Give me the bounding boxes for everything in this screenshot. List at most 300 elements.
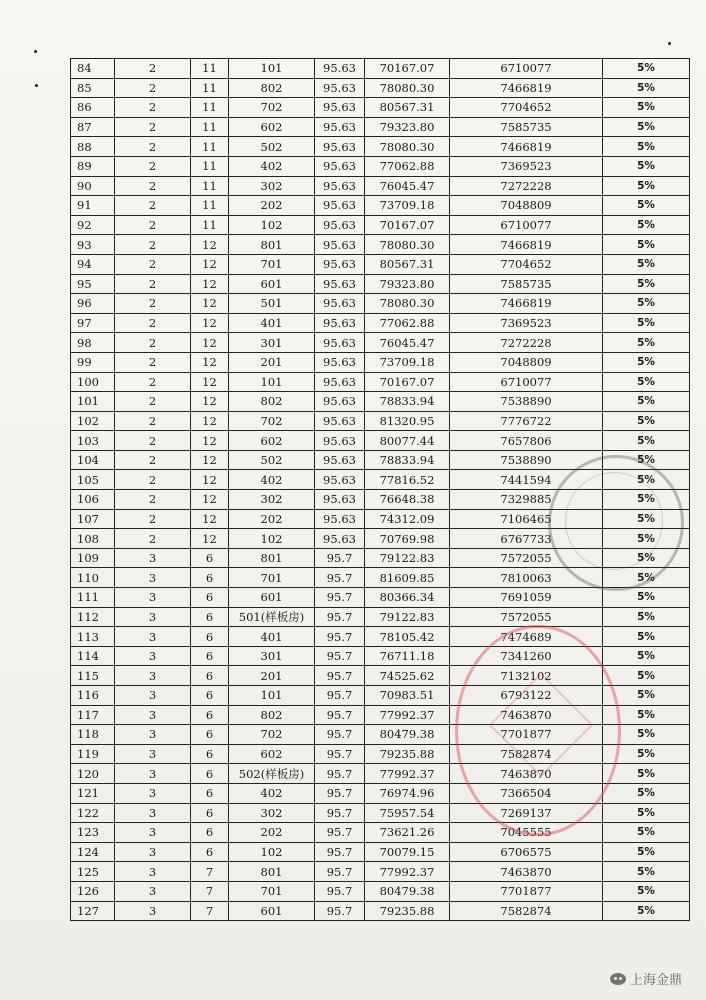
cell-unit-price: 76648.38 bbox=[365, 490, 450, 510]
cell-rate: 5% bbox=[603, 803, 690, 823]
cell-floor-unit-group: 6 bbox=[191, 646, 229, 666]
cell-rate: 5% bbox=[603, 352, 690, 372]
cell-room-number: 701 bbox=[229, 881, 315, 901]
table-row bbox=[71, 215, 690, 235]
cell-building-number: 3 bbox=[115, 588, 191, 608]
cell-floor-unit-group: 12 bbox=[191, 529, 229, 549]
cell-room-number: 601 bbox=[229, 274, 315, 294]
cell-building-number: 2 bbox=[115, 215, 191, 235]
cell-building-number: 3 bbox=[115, 568, 191, 588]
cell-unit-price: 78080.30 bbox=[365, 294, 450, 314]
table-row bbox=[71, 392, 690, 412]
cell-area: 95.7 bbox=[315, 627, 365, 647]
cell-building-number: 3 bbox=[115, 686, 191, 706]
cell-unit-price: 70167.07 bbox=[365, 372, 450, 392]
cell-total-price: 7466819 bbox=[450, 137, 603, 157]
cell-area: 95.7 bbox=[315, 588, 365, 608]
cell-total-price: 7048809 bbox=[450, 352, 603, 372]
cell-row-number: 103 bbox=[71, 431, 115, 451]
cell-row-number: 126 bbox=[71, 881, 115, 901]
cell-row-number: 87 bbox=[71, 117, 115, 137]
cell-rate: 5% bbox=[603, 607, 690, 627]
cell-row-number: 104 bbox=[71, 450, 115, 470]
cell-room-number: 201 bbox=[229, 666, 315, 686]
cell-building-number: 2 bbox=[115, 411, 191, 431]
cell-unit-price: 77062.88 bbox=[365, 313, 450, 333]
cell-total-price: 7572055 bbox=[450, 548, 603, 568]
cell-floor-unit-group: 12 bbox=[191, 411, 229, 431]
cell-building-number: 3 bbox=[115, 607, 191, 627]
cell-building-number: 3 bbox=[115, 881, 191, 901]
cell-room-number: 402 bbox=[229, 156, 315, 176]
cell-row-number: 116 bbox=[71, 686, 115, 706]
cell-room-number: 702 bbox=[229, 411, 315, 431]
cell-building-number: 3 bbox=[115, 783, 191, 803]
cell-total-price: 7269137 bbox=[450, 803, 603, 823]
cell-room-number: 301 bbox=[229, 646, 315, 666]
cell-room-number: 701 bbox=[229, 254, 315, 274]
cell-total-price: 7048809 bbox=[450, 196, 603, 216]
cell-unit-price: 70079.15 bbox=[365, 842, 450, 862]
cell-rate: 5% bbox=[603, 842, 690, 862]
cell-total-price: 7585735 bbox=[450, 274, 603, 294]
table-row bbox=[71, 294, 690, 314]
cell-row-number: 115 bbox=[71, 666, 115, 686]
cell-floor-unit-group: 6 bbox=[191, 764, 229, 784]
table-row bbox=[71, 196, 690, 216]
cell-rate: 5% bbox=[603, 137, 690, 157]
cell-building-number: 3 bbox=[115, 744, 191, 764]
cell-total-price: 7329885 bbox=[450, 490, 603, 510]
table-row bbox=[71, 117, 690, 137]
cell-rate: 5% bbox=[603, 411, 690, 431]
cell-area: 95.63 bbox=[315, 470, 365, 490]
cell-building-number: 2 bbox=[115, 254, 191, 274]
scan-speck bbox=[668, 42, 671, 45]
cell-rate: 5% bbox=[603, 372, 690, 392]
cell-row-number: 88 bbox=[71, 137, 115, 157]
cell-rate: 5% bbox=[603, 470, 690, 490]
cell-floor-unit-group: 11 bbox=[191, 78, 229, 98]
cell-building-number: 2 bbox=[115, 529, 191, 549]
cell-area: 95.63 bbox=[315, 137, 365, 157]
cell-rate: 5% bbox=[603, 646, 690, 666]
cell-area: 95.63 bbox=[315, 431, 365, 451]
cell-area: 95.7 bbox=[315, 666, 365, 686]
cell-floor-unit-group: 6 bbox=[191, 705, 229, 725]
cell-room-number: 602 bbox=[229, 431, 315, 451]
cell-unit-price: 77062.88 bbox=[365, 156, 450, 176]
cell-rate: 5% bbox=[603, 509, 690, 529]
cell-total-price: 7466819 bbox=[450, 294, 603, 314]
cell-floor-unit-group: 11 bbox=[191, 215, 229, 235]
cell-row-number: 96 bbox=[71, 294, 115, 314]
table-row bbox=[71, 901, 690, 921]
cell-row-number: 121 bbox=[71, 783, 115, 803]
cell-area: 95.63 bbox=[315, 529, 365, 549]
cell-floor-unit-group: 11 bbox=[191, 59, 229, 79]
cell-rate: 5% bbox=[603, 568, 690, 588]
cell-floor-unit-group: 6 bbox=[191, 588, 229, 608]
cell-total-price: 6793122 bbox=[450, 686, 603, 706]
cell-total-price: 7045555 bbox=[450, 823, 603, 843]
cell-total-price: 7106465 bbox=[450, 509, 603, 529]
cell-row-number: 105 bbox=[71, 470, 115, 490]
cell-floor-unit-group: 6 bbox=[191, 607, 229, 627]
cell-building-number: 2 bbox=[115, 176, 191, 196]
cell-floor-unit-group: 11 bbox=[191, 156, 229, 176]
table-row bbox=[71, 431, 690, 451]
cell-unit-price: 75957.54 bbox=[365, 803, 450, 823]
cell-room-number: 801 bbox=[229, 235, 315, 255]
cell-total-price: 6710077 bbox=[450, 372, 603, 392]
cell-row-number: 102 bbox=[71, 411, 115, 431]
cell-building-number: 2 bbox=[115, 235, 191, 255]
cell-row-number: 119 bbox=[71, 744, 115, 764]
cell-room-number: 101 bbox=[229, 59, 315, 79]
cell-building-number: 3 bbox=[115, 627, 191, 647]
cell-row-number: 113 bbox=[71, 627, 115, 647]
cell-unit-price: 78105.42 bbox=[365, 627, 450, 647]
cell-rate: 5% bbox=[603, 529, 690, 549]
source-watermark bbox=[610, 969, 682, 988]
red-official-seal-stamp bbox=[455, 625, 621, 836]
cell-unit-price: 80567.31 bbox=[365, 254, 450, 274]
cell-row-number: 99 bbox=[71, 352, 115, 372]
cell-area: 95.7 bbox=[315, 764, 365, 784]
cell-room-number: 601 bbox=[229, 588, 315, 608]
cell-row-number: 122 bbox=[71, 803, 115, 823]
cell-room-number: 302 bbox=[229, 490, 315, 510]
cell-total-price: 7466819 bbox=[450, 78, 603, 98]
cell-unit-price: 79122.83 bbox=[365, 548, 450, 568]
table-row bbox=[71, 137, 690, 157]
cell-floor-unit-group: 12 bbox=[191, 274, 229, 294]
cell-rate: 5% bbox=[603, 294, 690, 314]
cell-floor-unit-group: 12 bbox=[191, 509, 229, 529]
cell-floor-unit-group: 12 bbox=[191, 254, 229, 274]
cell-rate: 5% bbox=[603, 235, 690, 255]
cell-room-number: 602 bbox=[229, 117, 315, 137]
cell-unit-price: 76974.96 bbox=[365, 783, 450, 803]
cell-building-number: 2 bbox=[115, 352, 191, 372]
cell-total-price: 7474689 bbox=[450, 627, 603, 647]
cell-floor-unit-group: 6 bbox=[191, 803, 229, 823]
cell-room-number: 701 bbox=[229, 568, 315, 588]
cell-building-number: 2 bbox=[115, 333, 191, 353]
cell-unit-price: 74312.09 bbox=[365, 509, 450, 529]
cell-room-number: 802 bbox=[229, 78, 315, 98]
cell-area: 95.7 bbox=[315, 842, 365, 862]
cell-floor-unit-group: 12 bbox=[191, 372, 229, 392]
cell-rate: 5% bbox=[603, 313, 690, 333]
cell-room-number: 501(样板房) bbox=[229, 607, 315, 627]
cell-row-number: 106 bbox=[71, 490, 115, 510]
cell-floor-unit-group: 6 bbox=[191, 823, 229, 843]
cell-room-number: 502(样板房) bbox=[229, 764, 315, 784]
cell-unit-price: 78080.30 bbox=[365, 235, 450, 255]
cell-building-number: 2 bbox=[115, 137, 191, 157]
cell-unit-price: 80479.38 bbox=[365, 881, 450, 901]
cell-area: 95.7 bbox=[315, 705, 365, 725]
cell-unit-price: 70983.51 bbox=[365, 686, 450, 706]
cell-rate: 5% bbox=[603, 823, 690, 843]
cell-rate: 5% bbox=[603, 431, 690, 451]
cell-row-number: 114 bbox=[71, 646, 115, 666]
cell-area: 95.63 bbox=[315, 156, 365, 176]
cell-unit-price: 80077.44 bbox=[365, 431, 450, 451]
cell-rate: 5% bbox=[603, 196, 690, 216]
cell-floor-unit-group: 12 bbox=[191, 235, 229, 255]
cell-floor-unit-group: 6 bbox=[191, 627, 229, 647]
cell-total-price: 7585735 bbox=[450, 117, 603, 137]
table-row bbox=[71, 607, 690, 627]
cell-building-number: 3 bbox=[115, 705, 191, 725]
cell-unit-price: 73621.26 bbox=[365, 823, 450, 843]
cell-row-number: 90 bbox=[71, 176, 115, 196]
cell-area: 95.7 bbox=[315, 568, 365, 588]
cell-building-number: 2 bbox=[115, 372, 191, 392]
cell-building-number: 2 bbox=[115, 313, 191, 333]
cell-rate: 5% bbox=[603, 117, 690, 137]
cell-floor-unit-group: 6 bbox=[191, 548, 229, 568]
cell-rate: 5% bbox=[603, 686, 690, 706]
scan-speck bbox=[35, 84, 38, 87]
cell-floor-unit-group: 11 bbox=[191, 98, 229, 118]
cell-area: 95.63 bbox=[315, 372, 365, 392]
cell-building-number: 2 bbox=[115, 431, 191, 451]
cell-building-number: 2 bbox=[115, 59, 191, 79]
cell-total-price: 7369523 bbox=[450, 313, 603, 333]
cell-floor-unit-group: 11 bbox=[191, 176, 229, 196]
cell-building-number: 2 bbox=[115, 98, 191, 118]
cell-unit-price: 70167.07 bbox=[365, 59, 450, 79]
cell-rate: 5% bbox=[603, 744, 690, 764]
cell-room-number: 802 bbox=[229, 392, 315, 412]
cell-unit-price: 80366.34 bbox=[365, 588, 450, 608]
cell-room-number: 102 bbox=[229, 842, 315, 862]
table-row bbox=[71, 333, 690, 353]
cell-area: 95.7 bbox=[315, 803, 365, 823]
cell-rate: 5% bbox=[603, 254, 690, 274]
cell-rate: 5% bbox=[603, 725, 690, 745]
cell-room-number: 401 bbox=[229, 627, 315, 647]
cell-row-number: 127 bbox=[71, 901, 115, 921]
cell-area: 95.63 bbox=[315, 333, 365, 353]
cell-floor-unit-group: 12 bbox=[191, 450, 229, 470]
cell-unit-price: 77992.37 bbox=[365, 705, 450, 725]
cell-total-price: 7369523 bbox=[450, 156, 603, 176]
cell-rate: 5% bbox=[603, 666, 690, 686]
cell-rate: 5% bbox=[603, 274, 690, 294]
cell-area: 95.7 bbox=[315, 862, 365, 882]
cell-room-number: 802 bbox=[229, 705, 315, 725]
cell-unit-price: 81609.85 bbox=[365, 568, 450, 588]
cell-unit-price: 79323.80 bbox=[365, 274, 450, 294]
cell-total-price: 7466819 bbox=[450, 235, 603, 255]
cell-building-number: 3 bbox=[115, 725, 191, 745]
cell-room-number: 202 bbox=[229, 509, 315, 529]
cell-row-number: 84 bbox=[71, 59, 115, 79]
cell-area: 95.7 bbox=[315, 646, 365, 666]
cell-rate: 5% bbox=[603, 862, 690, 882]
cell-rate: 5% bbox=[603, 59, 690, 79]
cell-row-number: 125 bbox=[71, 862, 115, 882]
cell-area: 95.63 bbox=[315, 78, 365, 98]
cell-total-price: 6710077 bbox=[450, 59, 603, 79]
cell-area: 95.7 bbox=[315, 607, 365, 627]
cell-floor-unit-group: 11 bbox=[191, 196, 229, 216]
cell-unit-price: 73709.18 bbox=[365, 352, 450, 372]
cell-unit-price: 73709.18 bbox=[365, 196, 450, 216]
company-seal-stamp bbox=[548, 455, 684, 591]
cell-total-price: 7701877 bbox=[450, 881, 603, 901]
cell-area: 95.63 bbox=[315, 294, 365, 314]
cell-unit-price: 77992.37 bbox=[365, 862, 450, 882]
cell-total-price: 7776722 bbox=[450, 411, 603, 431]
cell-floor-unit-group: 6 bbox=[191, 666, 229, 686]
cell-floor-unit-group: 6 bbox=[191, 686, 229, 706]
cell-room-number: 402 bbox=[229, 783, 315, 803]
cell-rate: 5% bbox=[603, 705, 690, 725]
cell-area: 95.63 bbox=[315, 411, 365, 431]
cell-area: 95.7 bbox=[315, 901, 365, 921]
cell-room-number: 301 bbox=[229, 333, 315, 353]
cell-total-price: 7463870 bbox=[450, 862, 603, 882]
cell-floor-unit-group: 12 bbox=[191, 490, 229, 510]
cell-building-number: 2 bbox=[115, 274, 191, 294]
cell-row-number: 118 bbox=[71, 725, 115, 745]
cell-room-number: 302 bbox=[229, 176, 315, 196]
cell-rate: 5% bbox=[603, 215, 690, 235]
cell-row-number: 89 bbox=[71, 156, 115, 176]
cell-row-number: 108 bbox=[71, 529, 115, 549]
cell-row-number: 124 bbox=[71, 842, 115, 862]
cell-area: 95.7 bbox=[315, 823, 365, 843]
cell-area: 95.63 bbox=[315, 352, 365, 372]
cell-room-number: 101 bbox=[229, 372, 315, 392]
cell-building-number: 3 bbox=[115, 901, 191, 921]
cell-unit-price: 77816.52 bbox=[365, 470, 450, 490]
cell-floor-unit-group: 7 bbox=[191, 901, 229, 921]
cell-building-number: 3 bbox=[115, 842, 191, 862]
cell-rate: 5% bbox=[603, 490, 690, 510]
cell-room-number: 201 bbox=[229, 352, 315, 372]
table-row bbox=[71, 313, 690, 333]
cell-total-price: 7463870 bbox=[450, 764, 603, 784]
cell-total-price: 7582874 bbox=[450, 744, 603, 764]
cell-unit-price: 79235.88 bbox=[365, 744, 450, 764]
cell-area: 95.63 bbox=[315, 392, 365, 412]
cell-row-number: 101 bbox=[71, 392, 115, 412]
cell-rate: 5% bbox=[603, 450, 690, 470]
cell-unit-price: 77992.37 bbox=[365, 764, 450, 784]
cell-rate: 5% bbox=[603, 548, 690, 568]
cell-floor-unit-group: 12 bbox=[191, 294, 229, 314]
cell-floor-unit-group: 6 bbox=[191, 568, 229, 588]
cell-building-number: 3 bbox=[115, 548, 191, 568]
cell-row-number: 91 bbox=[71, 196, 115, 216]
table-row bbox=[71, 98, 690, 118]
cell-row-number: 95 bbox=[71, 274, 115, 294]
cell-area: 95.7 bbox=[315, 744, 365, 764]
cell-unit-price: 78833.94 bbox=[365, 450, 450, 470]
table-row bbox=[71, 823, 690, 843]
cell-total-price: 7272228 bbox=[450, 333, 603, 353]
cell-row-number: 112 bbox=[71, 607, 115, 627]
cell-rate: 5% bbox=[603, 881, 690, 901]
cell-total-price: 7538890 bbox=[450, 450, 603, 470]
table-row bbox=[71, 372, 690, 392]
cell-rate: 5% bbox=[603, 176, 690, 196]
cell-area: 95.63 bbox=[315, 176, 365, 196]
cell-area: 95.63 bbox=[315, 254, 365, 274]
cell-room-number: 502 bbox=[229, 137, 315, 157]
cell-rate: 5% bbox=[603, 783, 690, 803]
table-row bbox=[71, 156, 690, 176]
table-row bbox=[71, 274, 690, 294]
cell-building-number: 3 bbox=[115, 646, 191, 666]
cell-area: 95.63 bbox=[315, 59, 365, 79]
cell-area: 95.7 bbox=[315, 881, 365, 901]
cell-unit-price: 80479.38 bbox=[365, 725, 450, 745]
cell-unit-price: 74525.62 bbox=[365, 666, 450, 686]
cell-room-number: 202 bbox=[229, 823, 315, 843]
cell-rate: 5% bbox=[603, 333, 690, 353]
table-row bbox=[71, 862, 690, 882]
cell-building-number: 2 bbox=[115, 392, 191, 412]
cell-floor-unit-group: 6 bbox=[191, 725, 229, 745]
cell-floor-unit-group: 6 bbox=[191, 783, 229, 803]
cell-total-price: 7132102 bbox=[450, 666, 603, 686]
cell-area: 95.63 bbox=[315, 509, 365, 529]
cell-total-price: 7657806 bbox=[450, 431, 603, 451]
cell-area: 95.63 bbox=[315, 117, 365, 137]
cell-room-number: 801 bbox=[229, 862, 315, 882]
cell-total-price: 7691059 bbox=[450, 588, 603, 608]
cell-total-price: 6710077 bbox=[450, 215, 603, 235]
table-row bbox=[71, 59, 690, 79]
cell-rate: 5% bbox=[603, 156, 690, 176]
cell-rate: 5% bbox=[603, 764, 690, 784]
table-row bbox=[71, 254, 690, 274]
cell-unit-price: 78833.94 bbox=[365, 392, 450, 412]
cell-rate: 5% bbox=[603, 588, 690, 608]
cell-room-number: 801 bbox=[229, 548, 315, 568]
cell-floor-unit-group: 6 bbox=[191, 842, 229, 862]
cell-area: 95.7 bbox=[315, 783, 365, 803]
cell-room-number: 702 bbox=[229, 98, 315, 118]
cell-room-number: 502 bbox=[229, 450, 315, 470]
cell-area: 95.7 bbox=[315, 686, 365, 706]
scan-speck bbox=[34, 50, 37, 53]
cell-floor-unit-group: 11 bbox=[191, 137, 229, 157]
cell-row-number: 107 bbox=[71, 509, 115, 529]
cell-room-number: 702 bbox=[229, 725, 315, 745]
cell-floor-unit-group: 12 bbox=[191, 392, 229, 412]
cell-unit-price: 78080.30 bbox=[365, 137, 450, 157]
cell-unit-price: 76045.47 bbox=[365, 176, 450, 196]
cell-row-number: 123 bbox=[71, 823, 115, 843]
cell-unit-price: 80567.31 bbox=[365, 98, 450, 118]
cell-building-number: 3 bbox=[115, 666, 191, 686]
cell-row-number: 94 bbox=[71, 254, 115, 274]
cell-row-number: 92 bbox=[71, 215, 115, 235]
cell-floor-unit-group: 11 bbox=[191, 117, 229, 137]
cell-area: 95.63 bbox=[315, 235, 365, 255]
cell-unit-price: 76045.47 bbox=[365, 333, 450, 353]
cell-floor-unit-group: 12 bbox=[191, 333, 229, 353]
